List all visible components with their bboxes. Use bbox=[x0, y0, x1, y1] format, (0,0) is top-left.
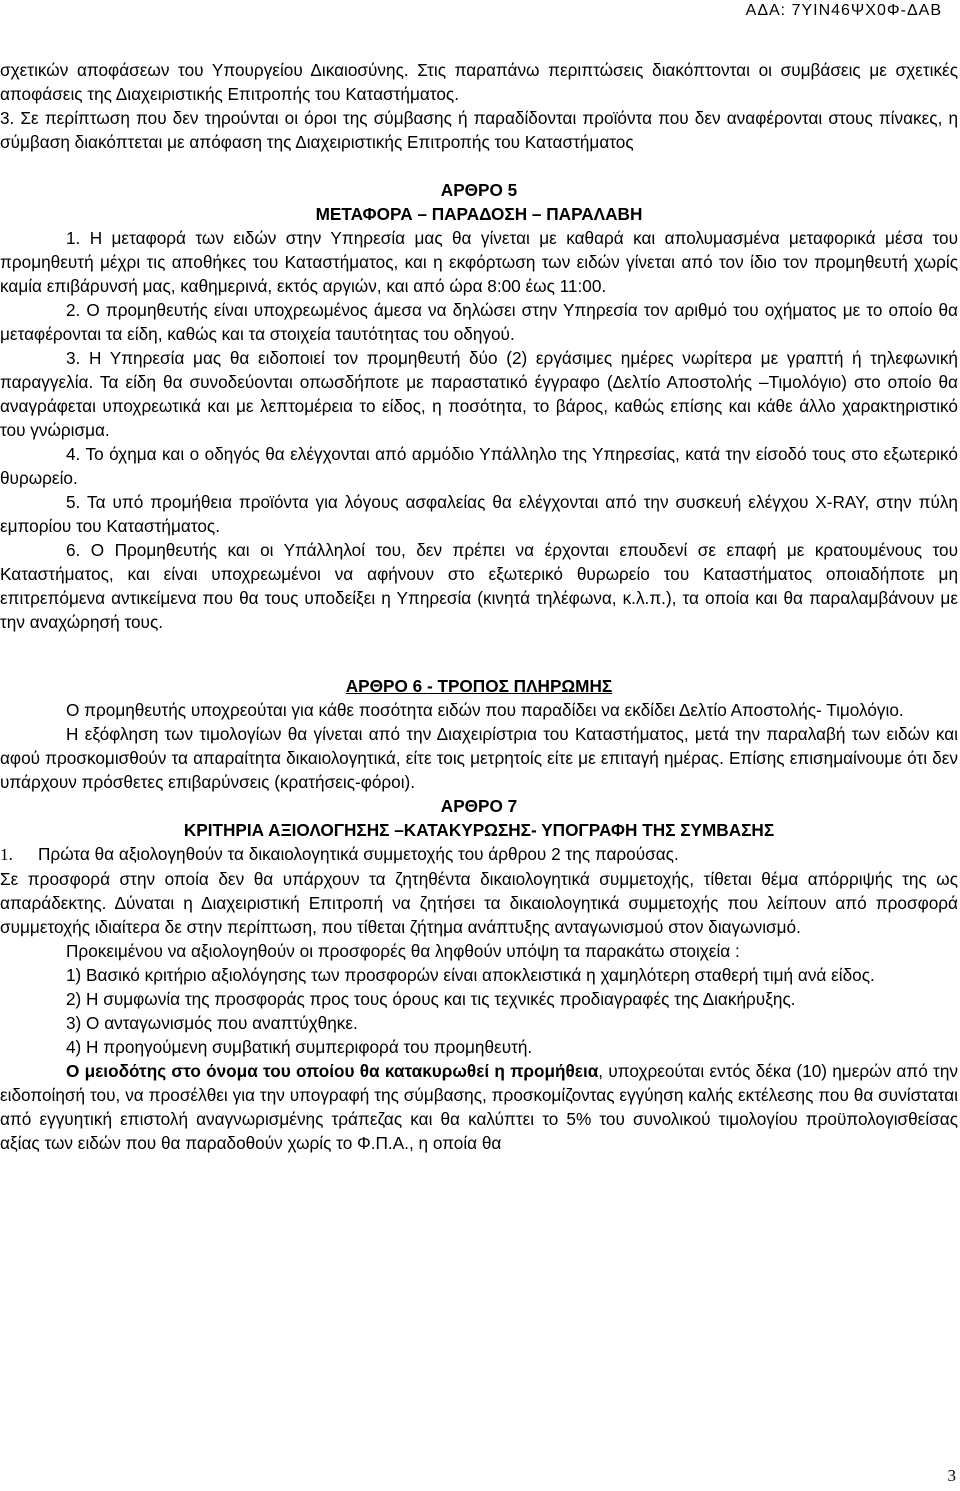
article-5-item-2: 2. Ο προμηθευτής είναι υποχρεωμένος άμεσα να δηλώσει στην Υπηρεσία τον αριθμό του οχήματος με το οποίο θα μεταφέρονται τα είδη, καθώς και τα στοιχεία ταυτότητας του οδηγού. bbox=[0, 300, 958, 344]
award-paragraph-bold: Ο μειοδότης στο όνομα του οποίου θα κατακυρωθεί η προμήθεια bbox=[66, 1061, 599, 1081]
article-7-subheading: ΚΡΙΤΗΡΙΑ ΑΞΙΟΛΟΓΗΣΗΣ –ΚΑΤΑΚΥΡΩΣΗΣ- ΥΠΟΓΡΑΦΗ ΤΗΣ ΣΥΜΒΑΣΗΣ bbox=[183, 820, 775, 840]
criterion-2: 2) Η συμφωνία της προσφοράς προς τους όρους και τις τεχνικές προδιαγραφές της Διακήρυξης. bbox=[66, 989, 796, 1009]
criterion-1: 1) Βασικό κριτήριο αξιολόγησης των προσφορών είναι αποκλειστικά η χαμηλότερη σταθερή τιμή ανά είδος. bbox=[66, 965, 875, 985]
article-6-paragraph-2: Η εξόφληση των τιμολογίων θα γίνεται από την Διαχειρίστρια του Καταστήματος, μετά την παραλαβή των ειδών και αφού προσκομισθούν τα απαραίτητα δικαιολογητικά, είτε τοις μετρητοίς είτε με επιταγή ημέρας. Επίσης επισημαίνουμε ότι δεν υπάρχουν πρόσθετες επιβαρύνσεις (κρατήσεις-φόροι). bbox=[0, 724, 958, 792]
award-paragraph-text: , υποχρεούται εντός δέκα (10) ημερών από την ειδοποίησή του, να προσέλθει για την υπογραφή της σύμβασης, προσκομίζοντας εγγύηση καλής εκτέλεσης που θα συνίσταται από εγγυητική επιστολή αναγνωρισμένης τράπεζας και θα καλύπτει το 5% του συνολικού τιμολογίου προϋπολογισθείσας αξίας των ειδών που θα παραδοθούν χωρίς το Φ.Π.Α., η οποία θα bbox=[0, 1061, 958, 1153]
article-6-paragraph-1: Ο προμηθευτής υποχρεούται για κάθε ποσότητα ειδών που παραδίδει να εκδίδει Δελτίο Αποστολής- Τιμολόγιο. bbox=[66, 700, 904, 720]
article-7-criteria-intro: Προκειμένου να αξιολογηθούν οι προσφορές θα ληφθούν υπόψη τα παρακάτω στοιχεία : bbox=[66, 941, 740, 961]
page-number: 3 bbox=[947, 1466, 956, 1485]
article-7-heading: ΑΡΘΡΟ 7 bbox=[440, 796, 518, 816]
paragraph-termination: 3. Σε περίπτωση που δεν τηρούνται οι όροι της σύμβασης ή παραδίδονται προϊόντα που δεν αναφέρονται στους πίνακες, η σύμβαση διακόπτεται με απόφαση της Διαχειριστικής Επιτροπής του Καταστήματος bbox=[0, 108, 958, 152]
article-5-heading: ΑΡΘΡΟ 5 bbox=[440, 180, 518, 200]
paragraph-previous-article: σχετικών αποφάσεων του Υπουργείου Δικαιοσύνης. Στις παραπάνω περιπτώσεις διακόπτονται οι συμβάσεις με σχετικές αποφάσεις της Διαχειριστικής Επιτροπής του Καταστήματος. bbox=[0, 60, 958, 104]
award-paragraph bbox=[0, 1059, 958, 1155]
article-7-rejection-paragraph: Σε προσφορά στην οποία δεν θα υπάρχουν τα ζητηθέντα δικαιολογητικά συμμετοχής, τίθεται θέμα απόρριψής της ως απαράδεκτης. Δύναται η Διαχειριστική Επιτροπή να ζητήσει τα δικαιολογητικά συμμετοχής που λείπουν από προσφορά συμμετοχής ιδιαίτερα δε στην περίπτωση, που τίθεται ζήτημα ανάπτυξης ανταγωνισμού στον διαγωνισμό. bbox=[0, 869, 958, 937]
article-5-item-3: 3. Η Υπηρεσία μας θα ειδοποιεί τον προμηθευτή δύο (2) εργάσιμες ημέρες νωρίτερα με γραπτή ή τηλεφωνική παραγγελία. Τα είδη θα συνοδεύονται οπωσδήποτε με παραστατικό έγγραφο (Δελτίο Αποστολής –Τιμολόγιο) στο οποίο θα αναγράφεται υποχρεωτικά και με λεπτομέρεια το είδος, η ποσότητα, το βάρος, καθώς επίσης και κάθε άλλο χαρακτηριστικό του γνώρισμα. bbox=[0, 348, 958, 440]
criterion-3: 3) Ο ανταγωνισμός που αναπτύχθηκε. bbox=[66, 1013, 358, 1033]
article-5-item-6: 6. Ο Προμηθευτής και οι Υπάλληλοί του, δεν πρέπει να έρχονται επουδενί σε επαφή με κρατουμένους του Καταστήματος, και είναι υποχρεωμένοι να αφήνουν στο εξωτερικό θυρωρείο του Καταστήματος οποιαδήποτε μη επιτρεπόμενα αντικείμενα που θα τους υποδείξει η Υπηρεσία (κινητά τηλέφωνα, κ.λ.π.), τα οποία και θα παραλαμβάνουν με την αναχώρησή τους. bbox=[0, 540, 958, 632]
article-6-heading: ΑΡΘΡΟ 6 - ΤΡΟΠΟΣ ΠΛΗΡΩΜΗΣ bbox=[345, 676, 613, 696]
article-5-item-5: 5. Τα υπό προμήθεια προϊόντα για λόγους ασφαλείας θα ελέγχονται από την συσκευή ελέγχου X-RAY, στην πύλη εμπορίου του Καταστήματος. bbox=[0, 492, 958, 536]
article-7-item-1 bbox=[0, 842, 958, 867]
criterion-4: 4) Η προηγούμενη συμβατική συμπεριφορά του προμηθευτή. bbox=[66, 1037, 533, 1057]
article-5-item-1: 1. Η μεταφορά των ειδών στην Υπηρεσία μας θα γίνεται με καθαρά και απολυμασμένα μεταφορικά μέσα του προμηθευτή μέχρι τις αποθήκες του Καταστήματος, και η εκφόρτωση των ειδών γίνεται από τον ίδιο τον προμηθευτή χωρίς καμία επιβάρυνσή μας, καθημερινά, εκτός αργιών, και από ώρα 8:00 έως 11:00. bbox=[0, 228, 958, 296]
document-body bbox=[0, 58, 958, 1155]
article-7-item-1-number: 1. bbox=[0, 845, 13, 864]
article-5-subheading: ΜΕΤΑΦΟΡΑ – ΠΑΡΑΔΟΣΗ – ΠΑΡΑΛΑΒΗ bbox=[315, 204, 643, 224]
ada-identifier: ΑΔΑ: 7ΥΙΝ46ΨΧ0Φ-ΔΑΒ bbox=[745, 2, 942, 19]
article-5-item-4: 4. Το όχημα και ο οδηγός θα ελέγχονται από αρμόδιο Υπάλληλο της Υπηρεσίας, κατά την είσοδό τους στο εξωτερικό θυρωρείο. bbox=[0, 444, 958, 488]
article-7-item-1-text: Πρώτα θα αξιολογηθούν τα δικαιολογητικά συμμετοχής του άρθρου 2 της παρούσας. bbox=[38, 844, 679, 864]
